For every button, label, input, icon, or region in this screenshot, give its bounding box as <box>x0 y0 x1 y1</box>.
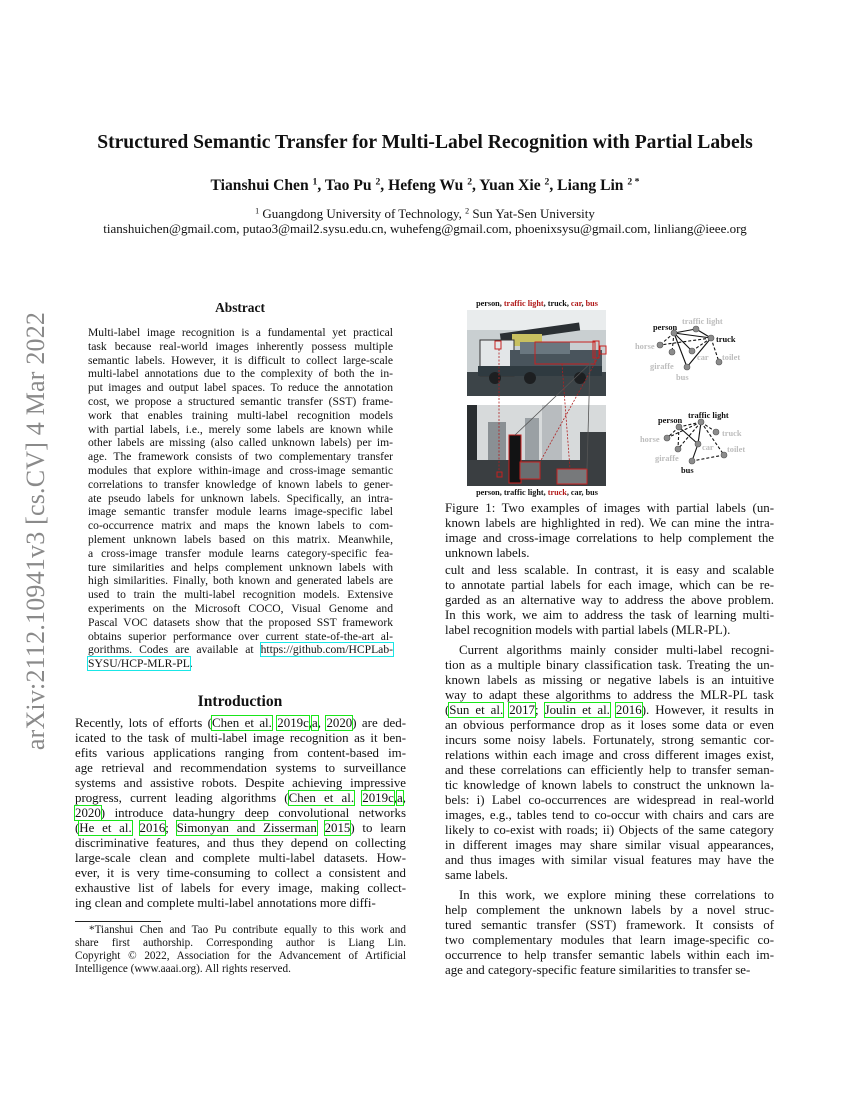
text-line: an obvious performance drop as it loses some data or even <box>445 717 774 732</box>
text-line: Recently, lots of efforts (Chen et al. 2019c,a, 2020) are ded- <box>75 715 406 730</box>
text-line: multi-label annotations due to the complexity of both the in- <box>88 367 393 381</box>
author-emails: tianshuichen@gmail.com, putao3@mail2.sysu.edu.cn, wuhefeng@gmail.com, phoenixsysu@gmail.com, linliang@ieee.org <box>103 221 747 236</box>
text-line: image and cross-image correlations to help complement the <box>445 530 774 545</box>
known-label: , truck, <box>543 299 571 308</box>
text-line: SYSU/HCP-MLR-PL. <box>88 657 193 671</box>
text-line: images, e.g., tables tend to co-occur with chairs and cars are <box>445 807 774 822</box>
text-line: same labels. <box>445 867 508 882</box>
text-line: put images and output label spaces. To reduce the annotation <box>88 381 393 395</box>
author-affiliation-mark: 1 <box>312 176 318 188</box>
g1-horse: horse <box>635 342 655 351</box>
text-line: image semantic transfer module learns image-specific label <box>88 505 393 519</box>
g2-bus: bus <box>681 466 694 475</box>
text-line: in different images may share similar visual appearances, <box>445 837 774 852</box>
g2-truck: truck <box>722 429 742 438</box>
text-line: label recognition models with partial labels (MLR-PL). <box>445 622 731 637</box>
text-line: co-occurrence matrix and maps the known labels to com- <box>88 519 393 533</box>
text-line: other labels are missing (also called unknown labels) per im- <box>88 436 393 450</box>
text-line: occurrence to help transfer semantic labels within each im- <box>445 947 774 962</box>
bottom-image-labels <box>476 488 598 497</box>
text-line: In this work, we aim to address the task of learning multi- <box>445 607 774 622</box>
text-line: ever, it is very time-consuming to collect a consistent and <box>75 865 406 880</box>
text-line: age. The framework consists of two complementary transfer <box>88 450 393 464</box>
g2-giraffe: giraffe <box>655 454 679 463</box>
code-link[interactable]: SYSU/HCP-MLR-PL <box>88 657 190 671</box>
text-line: help complement the unknown labels by a novel struc- <box>445 902 774 917</box>
g2-toilet: toilet <box>727 445 746 454</box>
g2-car: car <box>702 443 714 452</box>
text-line: Multi-label image recognition is a fundamental yet practical <box>88 326 393 339</box>
unknown-label: traffic light <box>503 299 544 308</box>
author-affiliation-mark: 2 * <box>627 176 640 188</box>
aff-mark-2: 2 <box>465 206 470 216</box>
text-line: and these correlations can efficiently help to transfer seman- <box>445 762 774 777</box>
text-line: ate pseudo labels for unknown labels. Specifically, an intra- <box>88 491 393 505</box>
text-line: systems and assistive robots. Despite achieving impressive <box>75 775 406 790</box>
bottom-photo-street <box>467 405 606 486</box>
g2-person: person <box>658 416 683 425</box>
citation-link[interactable]: Simonyan and Zisserman <box>176 820 317 835</box>
known-label: person, traffic light, <box>476 488 548 497</box>
affiliation-2: Sun Yat-Sen University <box>469 206 595 221</box>
introduction-body <box>75 716 406 911</box>
text-line: bels: i) Label co-occurrences are widespread in real-world <box>445 792 774 807</box>
text-line: way to adapt these algorithms to address the MLR-PL task <box>445 687 774 702</box>
right-paragraph-2 <box>445 643 774 883</box>
citation-link[interactable]: 2015 <box>324 820 351 835</box>
text-line: tion as a multiple binary classification task. Treating the un- <box>445 657 774 672</box>
text-line: icated to the task of multi-label image recognition as it ben- <box>75 730 406 745</box>
text-line: ing clean and complete multi-label annotations more diffi- <box>75 895 376 910</box>
text-line: task because real-world images inherently possess multiple <box>88 339 393 353</box>
text-line: *Tianshui Chen and Tao Pu contribute equally to this work and <box>89 923 406 936</box>
text-line: Current algorithms mainly consider multi-label recogni- <box>459 642 774 657</box>
top-image-labels <box>476 299 598 308</box>
text-line: large-scale clean and complete multi-label datasets. How- <box>75 850 406 865</box>
citation-link[interactable]: a <box>397 790 403 805</box>
author-affiliation-mark: 2 <box>467 176 473 188</box>
text-line: modules that explore within-image and cross-image semantic <box>88 463 393 477</box>
citation-link[interactable]: 2017 <box>509 702 535 717</box>
text-line: age and category-specific feature similarities to transfer se- <box>445 962 751 977</box>
author-name: Tao Pu <box>324 177 376 194</box>
text-line: known labels as missing or negative labels is an intuitive <box>445 672 774 687</box>
text-line: incurs some noisy labels. Fortunately, strong semantic cor- <box>445 732 774 747</box>
text-line: garded as an alternative way to address the above problem. <box>445 592 774 607</box>
citation-link[interactable]: Chen et al. <box>288 790 355 805</box>
aff-mark-1: 1 <box>255 206 260 216</box>
text-line: cost, we propose a structured semantic transfer (SST) frame- <box>88 394 393 408</box>
text-line: cult and less scalable. In contrast, it is easy and scalable <box>445 562 774 577</box>
citation-link[interactable]: He et al. <box>79 820 132 835</box>
g2-horse: horse <box>640 435 660 444</box>
citation-link[interactable]: 2019c <box>362 790 394 805</box>
affiliation-1: Guangdong University of Technology, <box>259 206 466 221</box>
g1-person: person <box>653 323 678 332</box>
text-line: age retrieval and recommendation systems to surveillance <box>75 760 406 775</box>
g1-bus: bus <box>676 373 689 382</box>
text-line: experiments on the Microsoft COCO, Visual Genome and <box>88 601 393 615</box>
citation-link[interactable]: 2016 <box>139 820 166 835</box>
g1-toilet: toilet <box>722 353 741 362</box>
citation-link[interactable]: 2020 <box>75 805 101 820</box>
g1-giraffe: giraffe <box>650 362 674 371</box>
text-line: obtains superior performance over current state-of-the-art al- <box>88 629 393 643</box>
text-line: used to train the multi-label recognition models. Extensive <box>88 588 393 602</box>
text-line: ture similarities and helps complement unknown labels with <box>88 560 393 574</box>
author-name: Hefeng Wu <box>388 177 468 194</box>
co-occurrence-graph-1 <box>635 317 740 382</box>
figure-1 <box>440 290 776 500</box>
footnote-rule <box>75 921 161 922</box>
text-line: relations within each image and cross different images exist, <box>445 747 774 762</box>
author-name: Tianshui Chen <box>210 177 313 194</box>
top-photo-truck <box>467 310 606 396</box>
citation-link[interactable]: Sun et al. <box>449 702 504 717</box>
right-paragraph-3 <box>445 888 774 978</box>
text-line: a cross-image transfer module learns category-specific fea- <box>88 546 393 560</box>
g1-traffic-light: traffic light <box>682 317 723 326</box>
affiliations <box>0 206 850 222</box>
author-name: Yuan Xie <box>479 177 545 194</box>
right-paragraph-1 <box>445 563 774 638</box>
unknown-label: car <box>570 299 582 308</box>
text-line: unknown labels. <box>445 545 530 560</box>
known-label: , car, bus <box>566 488 598 497</box>
text-line: and thus images with similar visual features may have the <box>445 852 774 867</box>
text-line: (Sun et al. 2017; Joulin et al. 2016). However, it results in <box>445 702 774 717</box>
text-line: two complementary modules that learn image-specific co- <box>445 932 774 947</box>
footnotes <box>75 924 406 977</box>
g2-traffic-light: traffic light <box>688 411 729 420</box>
citation-link[interactable]: 2020 <box>326 715 353 730</box>
text-line: Figure 1: Two examples of images with partial labels (un- <box>445 500 774 515</box>
text-line: tured semantic transfer (SST) framework. It consists of <box>445 917 774 932</box>
text-line: correlations to transfer knowledge of known labels to gener- <box>88 477 393 491</box>
text-line: work that enables training multi-label recognition models <box>88 408 393 422</box>
author-list: Tianshui Chen $^1$, Tao Pu $^2$, Hefeng Wu $^2$, Yuan Xie $^2$, Liang Lin $^{2 *}$ <box>210 176 640 194</box>
text-line: high similarities. Finally, both known and generated labels are <box>88 574 393 588</box>
text-line: 2020) introduce data-hungry deep convolutional networks <box>75 805 406 820</box>
text-line: Intelligence (www.aaai.org). All rights reserved. <box>75 963 291 976</box>
g1-car: car <box>697 353 709 362</box>
citation-link[interactable]: 2016 <box>615 702 642 717</box>
author-affiliation-mark: 2 <box>375 176 381 188</box>
text-line: In this work, we explore mining these correlations to <box>459 887 774 902</box>
figure-caption <box>445 501 774 561</box>
unknown-label: bus <box>585 299 598 308</box>
text-line: with partial labels, i.e., merely some labels are known while <box>88 422 393 436</box>
text-line: (He et al. 2016; Simonyan and Zisserman 2015) to learn <box>75 820 406 835</box>
unknown-label: truck <box>547 488 567 497</box>
text-line: semantic labels. However, it is difficult to collect large-scale <box>88 353 393 367</box>
text-line: known labels are highlighted in red). We can mine the intra- <box>445 515 774 530</box>
known-label: , <box>581 299 586 308</box>
author-name: Liang Lin <box>557 177 628 194</box>
text-line: gorithms. Codes are available at https://github.com/HCPLab- <box>88 643 393 657</box>
g1-truck: truck <box>716 335 736 344</box>
abstract-body <box>88 326 393 671</box>
citation-link[interactable]: a <box>312 715 318 730</box>
text-line: plement unknown labels based on this matrix. Meanwhile, <box>88 532 393 546</box>
text-line: progress, current leading algorithms (Chen et al. 2019c,a, <box>75 790 406 805</box>
text-line: exhaustive list of labels for every image, making collect- <box>75 880 406 895</box>
text-line: likely to co-exist with roads; ii) Objects of the same category <box>445 822 774 837</box>
text-line: to annotate partial labels for each image, which can be re- <box>445 577 774 592</box>
co-occurrence-graph-2 <box>640 411 745 475</box>
introduction-heading: Introduction <box>197 693 283 710</box>
known-label: person, <box>476 299 504 308</box>
author-affiliation-mark: 2 <box>544 176 550 188</box>
text-line: share first authorship. Corresponding author is Liang Lin. <box>75 936 406 949</box>
citation-link[interactable]: Joulin et al. <box>544 702 610 717</box>
text-line: Copyright © 2022, Association for the Advancement of Artificial <box>75 949 406 962</box>
text-line: tic knowledge of known labels to construct the unknown la- <box>445 777 774 792</box>
paper-title: Structured Semantic Transfer for Multi-Label Recognition with Partial Labels <box>97 132 753 153</box>
code-link[interactable]: https://github.com/HCPLab- <box>260 643 393 657</box>
citation-link[interactable]: Chen et al. <box>211 715 272 730</box>
text-line: Pascal VOC datasets show that the proposed SST framework <box>88 615 393 629</box>
abstract-heading: Abstract <box>215 300 265 315</box>
citation-link[interactable]: 2019c <box>277 715 309 730</box>
arxiv-stamp: arXiv:2112.10941v3 [cs.CV] 4 Mar 2022 <box>21 311 50 751</box>
text-line: discriminative features, and thus they depend on collecting <box>75 835 406 850</box>
text-line: efits various applications ranging from content-based im- <box>75 745 406 760</box>
